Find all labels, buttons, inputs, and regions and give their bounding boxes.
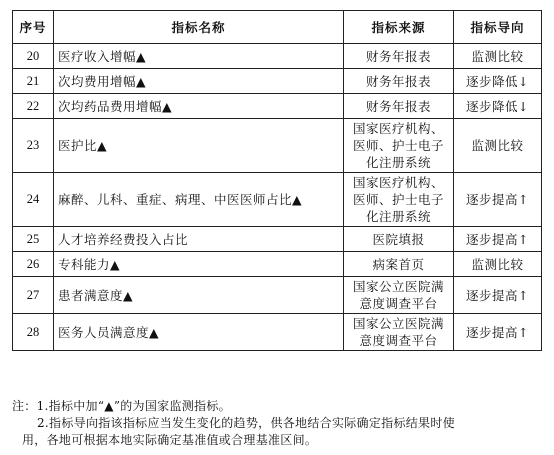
row-source <box>344 44 454 69</box>
indicator-table <box>12 10 542 351</box>
row-direction: 逐步降低↓ <box>454 94 542 119</box>
row-no: 22 <box>13 94 54 119</box>
row-direction: 逐步提高↑ <box>454 173 542 227</box>
row-name: 次均药品费用增幅▲ <box>54 94 344 119</box>
table-row <box>13 227 542 252</box>
row-no: 21 <box>13 69 54 94</box>
row-direction: 监测比较 <box>454 119 542 173</box>
table-row <box>13 252 542 277</box>
row-name: 患者满意度▲ <box>54 277 344 314</box>
source-line: 医师、护士电子 <box>352 138 444 153</box>
header-source: 指标来源 <box>344 11 454 44</box>
row-name: 麻醉、儿科、重症、病理、中医医师占比▲ <box>54 173 344 227</box>
table-row <box>13 69 542 94</box>
row-direction: 监测比较 <box>454 44 542 69</box>
table-row <box>13 94 542 119</box>
header-name: 指标名称 <box>54 11 344 44</box>
source-line: 化注册系统 <box>365 209 431 224</box>
table-row <box>13 44 542 69</box>
row-no: 23 <box>13 119 54 173</box>
row-source <box>344 314 454 351</box>
row-name: 次均费用增幅▲ <box>54 69 344 94</box>
source-line: 意度调查平台 <box>359 333 438 348</box>
header-no: 序号 <box>13 11 54 44</box>
header-direction: 指标导向 <box>454 11 542 44</box>
row-source <box>344 69 454 94</box>
source-line: 国家医疗机构、 <box>352 175 444 190</box>
row-name: 医务人员满意度▲ <box>54 314 344 351</box>
table-row <box>13 173 542 227</box>
row-no: 20 <box>13 44 54 69</box>
note-line-1: 注：1.指标中加“▲”的为国家监测指标。 <box>12 399 231 413</box>
row-no: 28 <box>13 314 54 351</box>
table-row <box>13 277 542 314</box>
row-name: 医疗收入增幅▲ <box>54 44 344 69</box>
source-line: 医院填报 <box>372 231 425 247</box>
source-line: 国家公立医院满 <box>352 279 444 294</box>
row-no: 24 <box>13 173 54 227</box>
table-header-row <box>13 11 542 44</box>
row-direction: 逐步提高↑ <box>454 227 542 252</box>
source-line: 财务年报表 <box>365 48 431 64</box>
row-source <box>344 277 454 314</box>
source-line: 国家公立医院满 <box>352 316 444 331</box>
source-line: 医师、护士电子 <box>352 192 444 207</box>
note-line-2: 2.指标导向指该指标应当发生变化的趋势，供各地结合实际确定指标结果时使 <box>37 416 455 430</box>
source-line: 意度调查平台 <box>359 296 438 311</box>
table-notes <box>12 398 546 449</box>
source-line: 化注册系统 <box>365 155 431 170</box>
row-no: 27 <box>13 277 54 314</box>
table-row <box>13 314 542 351</box>
row-source <box>344 227 454 252</box>
row-source <box>344 173 454 227</box>
row-name: 专科能力▲ <box>54 252 344 277</box>
row-source <box>344 94 454 119</box>
row-source <box>344 119 454 173</box>
row-no: 26 <box>13 252 54 277</box>
source-line: 国家医疗机构、 <box>352 121 444 136</box>
row-direction: 逐步降低↓ <box>454 69 542 94</box>
source-line: 财务年报表 <box>365 73 431 89</box>
row-no: 25 <box>13 227 54 252</box>
table-row <box>13 119 542 173</box>
row-name: 医护比▲ <box>54 119 344 173</box>
source-line: 病案首页 <box>372 256 425 272</box>
source-line: 财务年报表 <box>365 98 431 114</box>
row-source <box>344 252 454 277</box>
row-direction: 逐步提高↑ <box>454 314 542 351</box>
row-name: 人才培养经费投入占比 <box>54 227 344 252</box>
note-line-3: 用，各地可根据本地实际确定基准值或合理基准区间。 <box>22 433 318 447</box>
row-direction: 逐步提高↑ <box>454 277 542 314</box>
row-direction: 监测比较 <box>454 252 542 277</box>
